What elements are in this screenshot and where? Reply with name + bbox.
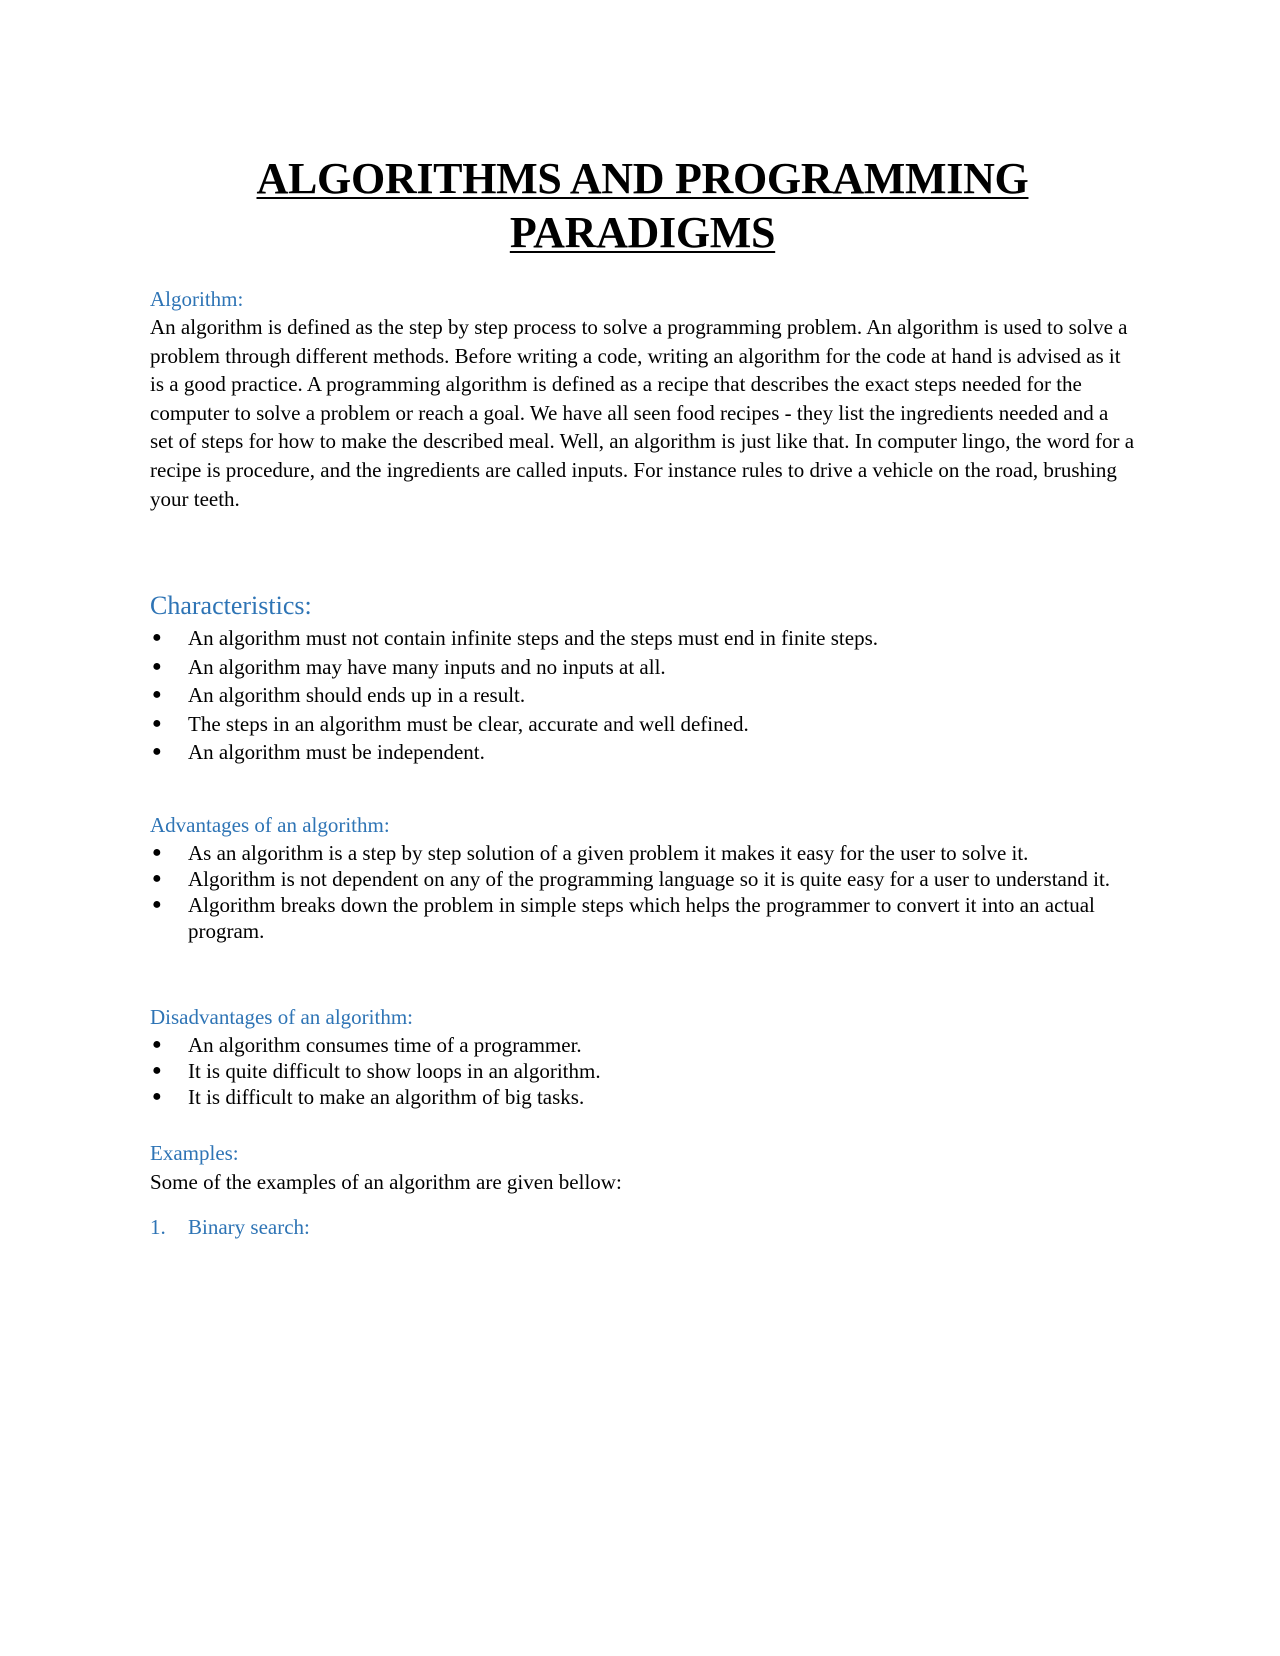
bullet-icon: ●	[152, 1036, 162, 1053]
list-item: ● An algorithm should ends up in a result.	[150, 681, 1135, 710]
list-item: ● It is quite difficult to show loops in an algorithm.	[152, 1059, 601, 1083]
bullet-icon: ●	[152, 714, 162, 732]
list-item: ● An algorithm must be independent.	[150, 738, 1135, 767]
bullet-icon: ●	[152, 1062, 162, 1079]
advantages-list	[150, 840, 1135, 944]
list-item: ● Algorithm is not dependent on any of the programming language so it is quite easy for a user to understand it.	[152, 867, 1111, 891]
bullet-icon: ●	[152, 657, 162, 675]
document-page	[150, 0, 1135, 1656]
bullet-icon: ●	[152, 844, 162, 861]
bullet-icon: ●	[152, 896, 162, 913]
bullet-icon: ●	[152, 870, 162, 887]
disadvantages-list	[150, 1032, 1135, 1110]
list-number: 1.	[150, 1215, 166, 1239]
list-item	[150, 1214, 1135, 1240]
document-title-line-1: ALGORITHMS AND PROGRAMMING	[256, 154, 1029, 203]
bullet-icon: ●	[152, 1088, 162, 1105]
list-item: ● Algorithm breaks down the problem in simple steps which helps the programmer to convert it into an actual program.	[152, 893, 1095, 943]
example-label: Binary search:	[188, 1215, 310, 1239]
characteristics-heading: Characteristics:	[150, 591, 312, 620]
bullet-icon: ●	[152, 629, 162, 646]
examples-intro: Some of the examples of an algorithm are given bellow:	[150, 1170, 622, 1194]
bullet-icon: ●	[152, 743, 162, 760]
examples-list	[150, 1214, 1135, 1240]
list-item: ● The steps in an algorithm must be clear, accurate and well defined.	[150, 710, 1135, 739]
examples-heading: Examples:	[150, 1141, 239, 1165]
list-item: ● An algorithm consumes time of a programmer.	[152, 1033, 582, 1057]
document-title	[150, 152, 1135, 260]
document-title-line-2: PARADIGMS	[509, 208, 776, 257]
advantages-heading: Advantages of an algorithm:	[150, 813, 390, 837]
list-item: ● It is difficult to make an algorithm of big tasks.	[152, 1085, 585, 1109]
list-item: ● An algorithm must not contain infinite steps and the steps must end in finite steps.	[150, 624, 1135, 653]
list-item: ● As an algorithm is a step by step solution of a given problem it makes it easy for the user to solve it.	[152, 841, 1029, 865]
bullet-icon: ●	[152, 686, 162, 703]
disadvantages-heading: Disadvantages of an algorithm:	[150, 1005, 414, 1029]
list-item: ● An algorithm may have many inputs and no inputs at all.	[150, 653, 1135, 682]
algorithm-paragraph: An algorithm is defined as the step by step process to solve a programming problem. An algorithm is used to solve a problem through different methods. Before writing a code, writing an algorithm for the code at hand is advised as it is a good practice. A programming algorithm is defined as a recipe that describes the exact steps needed for the computer to solve a problem or reach a goal. We have all seen food recipes - they list the ingredients needed and a set of steps for how to make the described meal. Well, an algorithm is just like that. In computer lingo, the word for a recipe is procedure, and the ingredients are called inputs. For instance rules to drive a vehicle on the road, brushing your teeth.	[150, 315, 1135, 511]
characteristics-list	[150, 624, 1135, 767]
algorithm-heading: Algorithm:	[150, 287, 244, 311]
